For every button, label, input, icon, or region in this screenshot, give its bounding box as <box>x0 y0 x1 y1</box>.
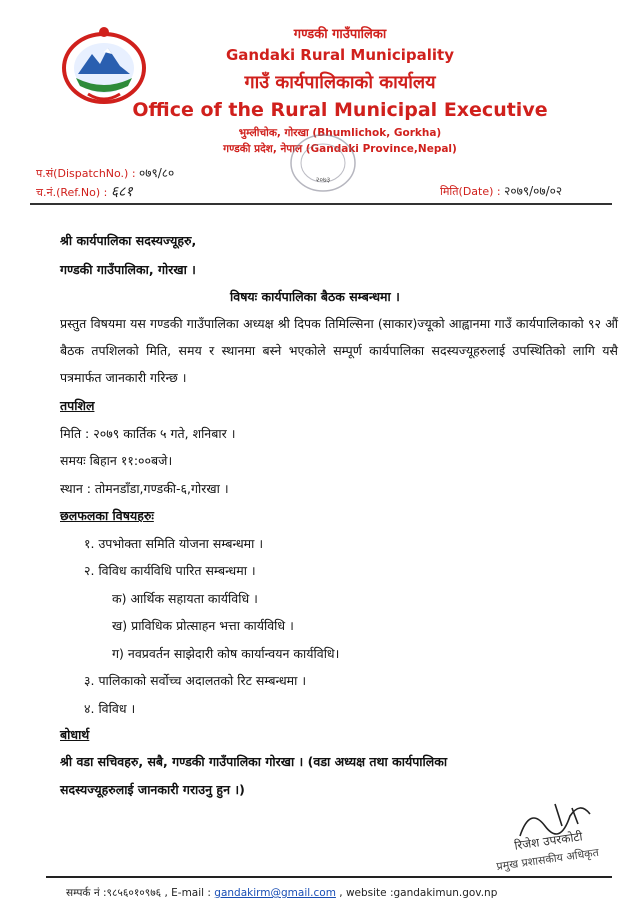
date-label: मिति(Date) : <box>440 185 501 198</box>
agenda-subitem: ख) प्राविधिक प्रोत्साहन भत्ता कार्यविधि । <box>112 618 294 633</box>
agenda-heading: छलफलका विषयहरुः <box>60 508 154 523</box>
stamp-year: २०७३ <box>315 176 331 184</box>
letterhead-nepali-name: गण्डकी गाउँपालिका <box>293 27 387 42</box>
meeting-time: समयः बिहान ११:००बजे। <box>60 453 173 468</box>
signatory-name: रिजेश उपरकोटी <box>513 829 584 853</box>
subject-line: विषयः कार्यपालिका बैठक सम्बन्धमा । <box>230 289 400 304</box>
footer-phone: सम्पर्क नं :९८५६०१०९७६ , <box>66 887 168 899</box>
info-line-2: सदस्यज्यूहरुलाई जानकारी गराउनु हुन ।) <box>60 782 245 797</box>
info-heading: बोधार्थ <box>60 727 90 742</box>
reference-value: ६८१ <box>110 184 133 200</box>
meeting-date: मिति : २०७९ कार्तिक ५ गते, शनिबार । <box>60 426 236 441</box>
letterhead-province: गण्डकी प्रदेश, नेपाल (Gandaki Province,Nepal) <box>223 143 457 155</box>
footer-website: , website :gandakimun.gov.np <box>339 887 498 899</box>
header-divider <box>30 203 612 205</box>
footer-email-label: E-mail : <box>171 887 211 899</box>
meeting-place: स्थान : तोमनडाँडा,गण्डकी-६,गोरखा । <box>60 481 229 496</box>
letter-date <box>440 182 562 199</box>
agenda-item: १. उपभोक्ता समिति योजना सम्बन्धमा । <box>84 536 264 551</box>
dispatch-label: प.सं(DispatchNo.) : <box>36 167 136 180</box>
info-line-1: श्री वडा सचिवहरु, सबै, गण्डकी गाउँपालिका गोरखा । (वडा अध्यक्ष तथा कार्यपालिका <box>60 754 448 769</box>
dispatch-value: ०७९/८० <box>139 166 175 180</box>
reference-label: च.नं.(Ref.No) : <box>36 186 108 199</box>
agenda-item: २. विविध कार्यविधि पारित सम्बन्धमा । <box>84 563 256 578</box>
recipient-line-1: श्री कार्यपालिका सदस्यज्यूहरु, <box>60 233 197 248</box>
letterhead-office-nepali: गाउँ कार्यपालिकाको कार्यालय <box>244 72 436 93</box>
details-heading: तपशिल <box>60 398 95 413</box>
agenda-item: ४. विविध । <box>84 701 136 716</box>
agenda-subitem: ग) नवप्रवर्तन साझेदारी कोष कार्यान्वयन कार्यविधि। <box>112 646 340 661</box>
date-value: २०७९/०७/०२ <box>504 184 563 198</box>
recipient-line-2: गण्डकी गाउँपालिका, गोरखा । <box>60 262 196 277</box>
office-stamp-icon <box>288 132 358 194</box>
footer-contact <box>66 886 497 900</box>
agenda-subitem: क) आर्थिक सहायता कार्यविधि । <box>112 591 258 606</box>
reference-number <box>36 182 133 201</box>
dispatch-number <box>36 164 174 181</box>
letterhead-address: भुम्लीचोक, गोरखा (Bhumlichok, Gorkha) <box>238 127 442 139</box>
footer-divider <box>46 876 612 878</box>
signatory-title: प्रमुख प्रशासकीय अधिकृत <box>495 845 600 874</box>
footer-email-link[interactable]: gandakirm@gmail.com <box>214 887 336 899</box>
letterhead-office-english: Office of the Rural Municipal Executive <box>132 99 548 121</box>
agenda-item: ३. पालिकाको सर्वोच्च अदालतको रिट सम्बन्धमा । <box>84 673 307 688</box>
body-paragraph: प्रस्तुत विषयमा यस गण्डकी गाउँपालिका अध्यक्ष श्री दिपक तिमिल्सिना (साकार)ज्यूको आह्वानमा गाउँ कार्यपालिकाको ९२ औं बैठक तपशिलको मिति, समय र स्थानमा बस्ने भएकोले सम्पूर्ण कार्यपालिका सदस्यज्यूहरुलाई उपस्थितिको लागि यसै पत्रमार्फत जानकारी गरिन्छ । <box>60 316 618 385</box>
letterhead-english-name: Gandaki Rural Municipality <box>226 46 454 64</box>
